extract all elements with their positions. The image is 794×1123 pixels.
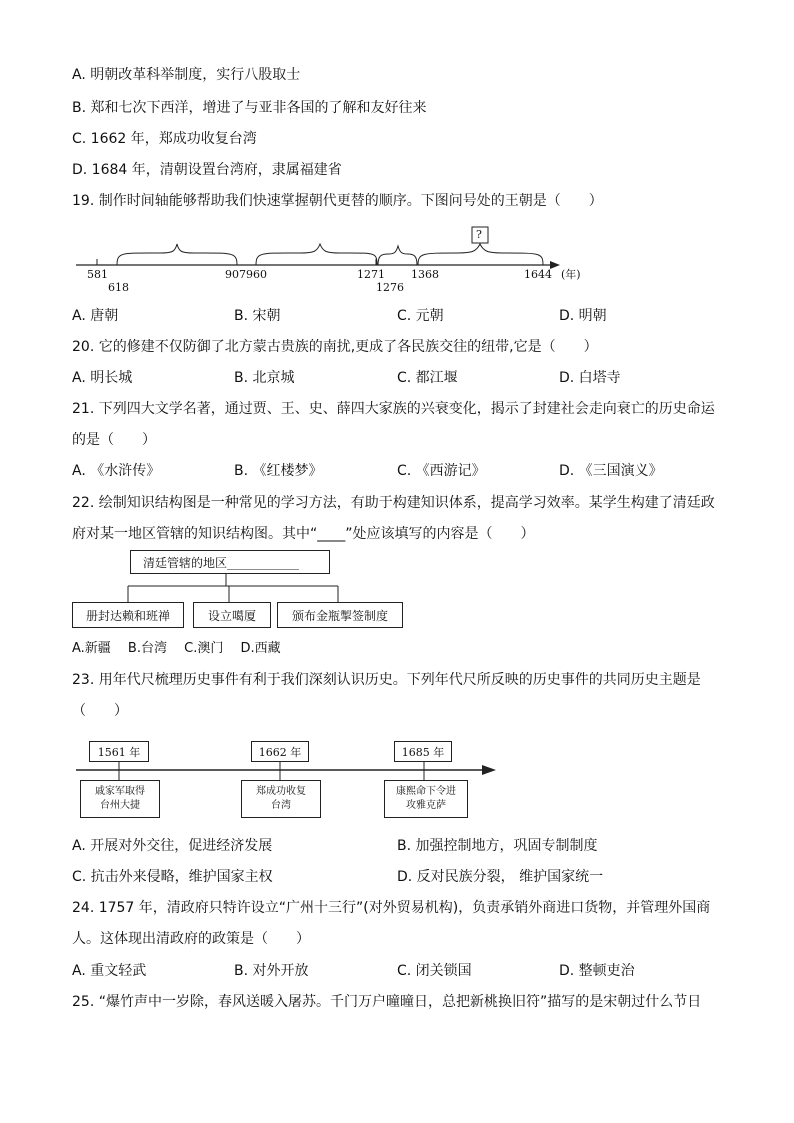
q19-option-d[interactable]: D. 明朝 — [559, 308, 607, 324]
q23-event-2-line1: 郑成功收复 — [256, 786, 306, 797]
q18-option-b: B. 郑和七次下西洋，增进了与亚非各国的了解和友好往来 — [72, 100, 427, 116]
q23-option-a[interactable]: A. 开展对外交往，促进经济发展 — [72, 838, 273, 854]
q20-option-a[interactable]: A. 明长城 — [72, 370, 133, 386]
q21-option-c[interactable]: C. 《西游记》 — [397, 463, 486, 479]
q19-option-b[interactable]: B. 宋朝 — [234, 308, 281, 324]
q23-event-box-2 — [241, 780, 321, 818]
q20-option-c[interactable]: C. 都江堰 — [397, 370, 458, 386]
q18-option-d: D. 1684 年，清朝设置台湾府，隶属福建省 — [72, 162, 342, 178]
q25-stem-line1: 25. “爆竹声中一岁除，春风送暖入屠苏。千门万户曈曈日，总把新桃换旧符”描写的是宋朝过什么节日 — [72, 994, 702, 1010]
q23-year-2: 1662 年 — [258, 745, 302, 759]
q19-label-1271: 1271 — [357, 268, 385, 281]
q19-label-581: 581 — [87, 268, 108, 281]
q23-stem-line1: 23. 用年代尺梳理历史事件有利于我们深刻认识历史。下列年代尺所反映的历史事件的共同历史主题是 — [72, 672, 701, 688]
q19-label-1276: 1276 — [376, 281, 404, 294]
q22-stem-line2: 府对某一地区管辖的知识结构图。其中“____”处应该填写的内容是（ ） — [72, 526, 535, 542]
q24-stem-line1: 24. 1757 年，清政府只特许设立“广州十三行”(对外贸易机构)，负责承销外商进口货物，并管理外国商 — [72, 900, 711, 916]
q23-event-2-line2: 台湾 — [271, 800, 291, 811]
q23-year-1: 1561 年 — [97, 745, 141, 759]
q18-option-a: A. 明朝改革科举制度，实行八股取士 — [72, 67, 301, 83]
q23-year-box-3 — [394, 741, 452, 762]
q24-option-c[interactable]: C. 闭关锁国 — [397, 963, 472, 979]
q20-option-d[interactable]: D. 白塔寺 — [559, 370, 621, 386]
q21-stem-line2: 的是（ ） — [72, 432, 156, 448]
q23-event-box-1 — [80, 780, 160, 818]
q23-stem-line2: （ ） — [72, 703, 128, 719]
q19-label-907: 907 — [225, 268, 246, 281]
q21-option-b[interactable]: B. 《红楼梦》 — [234, 463, 323, 479]
q19-label-1368: 1368 — [411, 268, 439, 281]
q23-event-1-line1: 戚家军取得 — [95, 786, 145, 797]
q23-year-3: 1685 年 — [401, 745, 445, 759]
q23-year-box-2 — [251, 741, 309, 762]
q23-year-box-1 — [89, 741, 149, 762]
q22-child-3-text: 颁布金瓶掣签制度 — [291, 608, 388, 623]
q19-label-1644: 1644 — [524, 268, 552, 281]
q24-option-a[interactable]: A. 重文轻武 — [72, 963, 147, 979]
q19-label-960: 960 — [246, 268, 267, 281]
q18-option-c: C. 1662 年，郑成功收复台湾 — [72, 131, 257, 147]
q21-option-a[interactable]: A. 《水浒传》 — [72, 463, 161, 479]
q22-top-box-text: 清廷管辖的地区____________ — [143, 555, 300, 570]
q23-event-3-line1: 康熙命下令进 — [396, 786, 456, 797]
q20-stem: 20. 它的修建不仅防御了北方蒙古贵族的南扰,更成了各民族交往的纽带,它是（ ） — [72, 339, 598, 355]
q21-stem-line1: 21. 下列四大文学名著，通过贾、王、史、薛四大家族的兴衰变化，揭示了封建社会走向衰亡的历史命运 — [72, 401, 715, 417]
q21-option-d[interactable]: D. 《三国演义》 — [559, 463, 663, 479]
q22-stem-line1: 22. 绘制知识结构图是一种常见的学习方法，有助于构建知识体系，提高学习效率。某学生构建了清廷政 — [72, 495, 715, 511]
q20-option-b[interactable]: B. 北京城 — [234, 370, 295, 386]
q22-child-1-text: 册封达赖和班禅 — [85, 608, 170, 623]
q23-option-b[interactable]: B. 加强控制地方，巩固专制制度 — [397, 838, 598, 854]
q23-event-3-line2: 攻雅克萨 — [406, 800, 446, 811]
q24-option-b[interactable]: B. 对外开放 — [234, 963, 309, 979]
q23-option-c[interactable]: C. 抗击外来侵略，维护国家主权 — [72, 869, 273, 885]
q24-option-d[interactable]: D. 整顿吏治 — [559, 963, 635, 979]
q19-label-618: 618 — [108, 281, 129, 294]
q22-options[interactable]: A.新疆 B.台湾 C.澳门 D.西藏 — [72, 641, 281, 656]
q23-event-box-3 — [384, 780, 468, 818]
q19-stem: 19. 制作时间轴能够帮助我们快速掌握朝代更替的顺序。下图问号处的王朝是（ ） — [72, 193, 603, 209]
q24-stem-line2: 人。这体现出清政府的政策是（ ） — [72, 931, 310, 947]
q19-qmark: ? — [476, 228, 482, 241]
q19-option-c[interactable]: C. 元朝 — [397, 308, 444, 324]
q19-option-a[interactable]: A. 唐朝 — [72, 308, 119, 324]
q22-child-2-text: 设立噶厦 — [207, 608, 256, 623]
q19-label-year-unit: (年) — [561, 268, 581, 281]
q23-option-d[interactable]: D. 反对民族分裂， 维护国家统一 — [397, 869, 604, 885]
q23-event-1-line2: 台州大捷 — [100, 800, 140, 811]
